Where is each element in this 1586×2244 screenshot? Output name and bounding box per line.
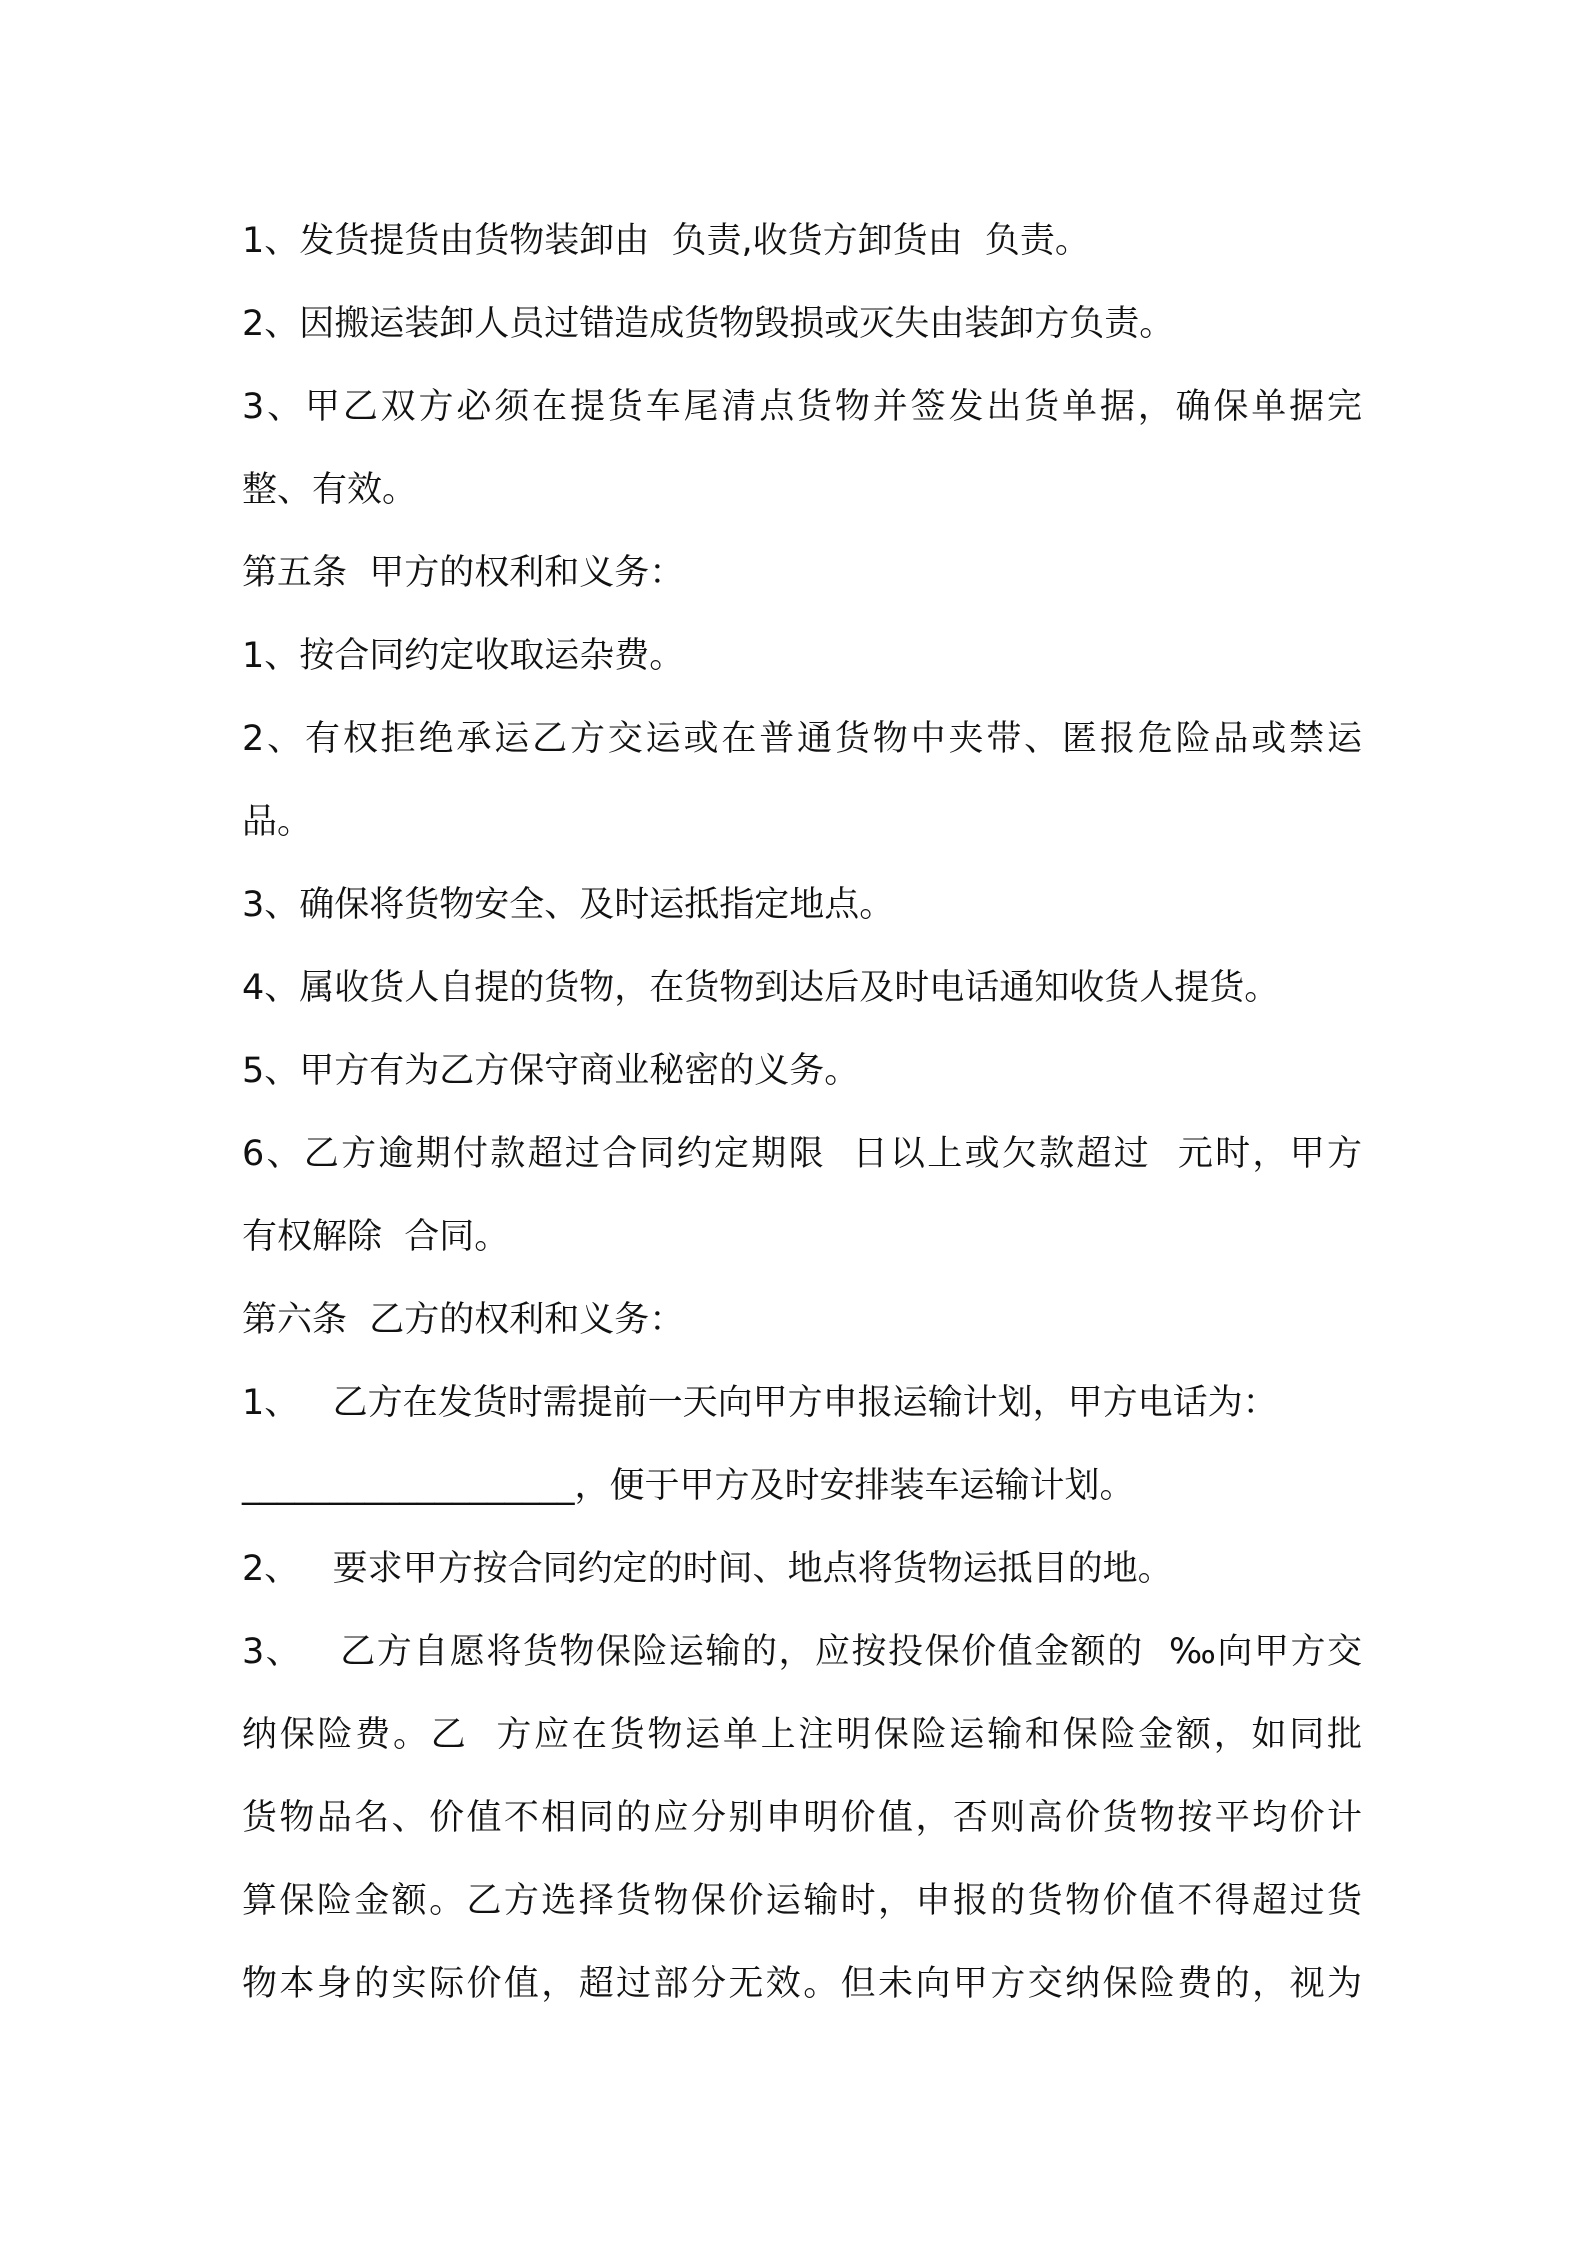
text-line: 品。 <box>242 802 313 842</box>
text-line: 6、乙方逾期付款超过合同约定期限 日以上或欠款超过 元时，甲方 <box>242 1134 1362 1174</box>
document-body <box>242 200 1362 2026</box>
text-line: 有权解除 合同。 <box>242 1217 510 1257</box>
text-line: 整、有效。 <box>242 470 418 510</box>
section-heading: 第六条 乙方的权利和义务： <box>242 1300 685 1340</box>
text-line: 2、因搬运装卸人员过错造成货物毁损或灭失由装卸方负责。 <box>242 304 1175 344</box>
text-line: 4、属收货人自提的货物，在货物到达后及时电话通知收货人提货。 <box>242 968 1280 1008</box>
text-line: 3、 乙方自愿将货物保险运输的，应按投保价值金额的 ‰向甲方交 <box>242 1632 1362 1672</box>
section-heading: 第五条 甲方的权利和义务： <box>242 553 685 593</box>
text-line: 物本身的实际价值，超过部分无效。但未向甲方交纳保险费的，视为 <box>242 1964 1362 2004</box>
text-line: 2、 要求甲方按合同约定的时间、地点将货物运抵目的地。 <box>242 1549 1173 1589</box>
text-line: 3、确保将货物安全、及时运抵指定地点。 <box>242 885 895 925</box>
text-line: 1、按合同约定收取运杂费。 <box>242 636 685 676</box>
text-line: 2、有权拒绝承运乙方交运或在普通货物中夹带、匿报危险品或禁运 <box>242 719 1362 759</box>
text-line: 3、甲乙双方必须在提货车尾清点货物并签发出货单据，确保单据完 <box>242 387 1362 427</box>
text-line: 货物品名、价值不相同的应分别申明价值，否则高价货物按平均价计 <box>242 1798 1362 1838</box>
text-line: 5、甲方有为乙方保守商业秘密的义务。 <box>242 1051 860 1091</box>
text-line: 算保险金额。乙方选择货物保价运输时，申报的货物价值不得超过货 <box>242 1881 1362 1921</box>
text-line: 1、 乙方在发货时需提前一天向甲方申报运输计划，甲方电话为： <box>242 1383 1278 1423</box>
text-line: ___________________，便于甲方及时安排装车运输计划。 <box>242 1466 1135 1506</box>
text-line: 纳保险费。乙 方应在货物运单上注明保险运输和保险金额，如同批 <box>242 1715 1362 1755</box>
text-line: 1、发货提货由货物装卸由 负责,收货方卸货由 负责。 <box>242 221 1090 261</box>
